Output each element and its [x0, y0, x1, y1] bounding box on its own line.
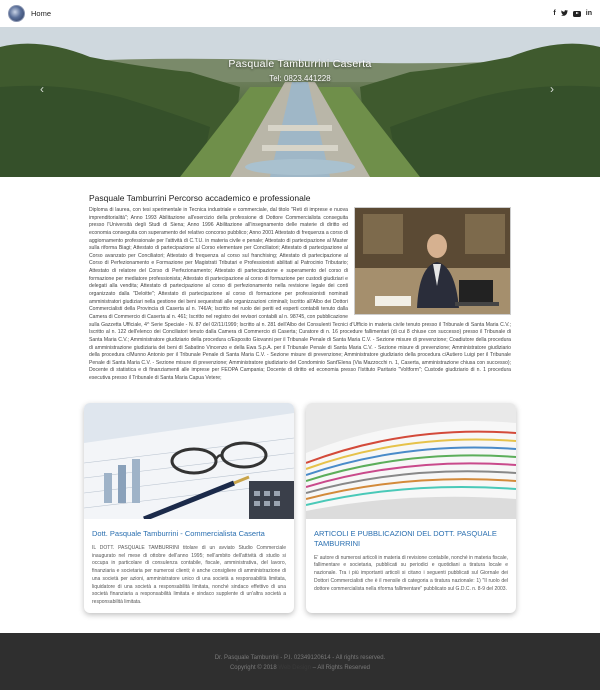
profile-section [89, 207, 511, 383]
nav-home-link[interactable]: Home [31, 9, 52, 18]
hero-phone: Tel: 0823.441228 [269, 74, 331, 83]
profile-text: Diploma di laurea, con tesi sperimentale in Tecnica industriale e commerciale, dal titolo "Reti di imprese e nuova imprenditorialità"; Anno 1993 Abilitazione all'esercizio della professione di Dottore Commercialista conseguita presso l'Università degli Studi di Siena; Anno 1996 Abilitazione all'insegnamento delle materie di diritto ed economia conseguita con superamento del relativo concorso pubblico; Anno 2001 Attestato di frequenza a corso di aggiornamento professionale per l'attività di C.T.U. in materia civile e penale; Attestato di partecipazione al Master sulla riforma Biagi; Attestato di partecipazione al Corso elementare per Conciliatori; Attestato di partecipazione al Corso avanzato per Conciliatori; Attestato di frequenza al corso sul franchising; Attestato di partecipazione al Corso di Perfezionamento e Formazione per Magistrati Tributari e Professionisti abilitati al Patrocinio Tributario; Attestato di relatore del Corso di Perfezionamento; Attestato di partecipazione e superamento del corso di formazione per mediatore professionista; Attestato di partecipazione al corso di formazione per custodi giudiziari e delegati alla vendita; Attestato di partecipazione al corso di perfezionamento nella revisione legale dei conti organizzato dalla "Deloitte"; Attestato di partecipazione al corso di formazione per professionisti nominati amministratori giudiziari nella gestione dei beni sequestrati alle organizzazioni criminali; Iscritto all'Albo dei Dottori Commercialisti della Provincia di Caserta al n. 746/A; Iscritto nel ruolo dei periti ed esperti contabili tenuto dalla Camera di Commercio di Caserta al n. 461; Iscritto nel registro dei revisori contabili al n. 98745, con pubblicazione sulla Gazzetta Ufficiale, 4^ Serie Speciale - N. 87 del 02/11/1999; Iscritto al n. 281 dell'Albo dei Consulenti Tecnici d'Ufficio in materia civile tenuto presso il Tribunale di Santa Maria C.V.; Iscritto al n. 122 dell'elenco dei Conciliatori tenuto dalla Camera di Commercio di Caserta; Curatore di n. 16 procedure fallimentari (di cui 8 chiuse con successo) presso il Tribunale di Santa Maria C.V.; Amministratore giudiziario della procedura c/Esposito Giovanni per il Tribunale Penale di Santa Maria C.V. - Sezione misure di prevenzione; Coadiutore della procedura di amministrazione giudiziaria dei beni di Sabatino Vincenzo e della Ewa S.p.A. per il Tribunale Penale di Santa Maria C.V. - Sezione misure di prevenzione; Amministratore giudiziario della procedura c/Munno Antonio per il Tribunale Penale di Santa Maria C.V. - Sezione misure di prevenzione; Amministratore giudiziario della procedura c/Autiero Luigi per il Tribunale Penale di Santa Maria C.V. - Sezione misure di prevenzione; Amministratore giudiziario del Condominio Sant'Elena (Via Mazzocchi n. 1, Caserta, amministrazione chiusa con successo); Docente di statistica e di finanziamenti alle imprese per FEOPA Campania; Docente di diritto ed economia presso l'Istituto Paritario "Voltform"; Custode giudiziario di n. 1 procedura esecutiva presso il Tribunale di Santa Maria Capua Vetere; [89, 207, 511, 382]
card-title[interactable]: Dott. Pasquale Tamburrini - Commercialista Caserta [92, 529, 265, 538]
youtube-icon[interactable] [573, 11, 581, 17]
top-navbar [0, 0, 600, 27]
site-logo[interactable] [8, 5, 25, 22]
card-articoli[interactable] [306, 403, 516, 613]
slider-prev-icon[interactable]: ‹ [40, 82, 44, 96]
social-links [553, 10, 592, 18]
footer-web-design-link[interactable]: Web Design [278, 665, 311, 672]
linkedin-icon[interactable]: in [585, 10, 592, 17]
footer [0, 633, 600, 690]
card-text: E' autore di numerosi articoli in materia di revisione contabile, nonché in materia fiscale, fallimentare e societaria, pubblicati su periodici e quotidiani a tiratura locale e nazionale. Tra i più importanti articoli si citano i seguenti pubblicati sul Giornale dei Dottori Commercialisti che è il mensile di categoria a tiratura nazionale: 1) "Il ruolo del dottore commercialista nella riforma fallimentare" pubblicato sul G.D.C. n. 8-9 del 2003. [314, 554, 508, 592]
card-text: IL DOTT. PASQUALE TAMBURRINI titolare di un avviato Studio Commerciale inaugurato nel mese di ottobre dell'anno 1995; nell'ambito dell'attività di studio si occupa in particolare di consulenza contabile, fiscale, amministrativa, del lavoro, finanziaria e societaria per numerosi clienti; è anche consigliere di amministrazione di una società per azioni, amministratore unico di una società a responsabilità limitata, liquidatore di una società a responsabilità limitata, nonché sindaco effettivo di una società finanziaria a responsabilità limitata e sindaco supplente di un'altra società a responsabilità limitata. [92, 544, 286, 605]
facebook-icon[interactable]: f [553, 10, 556, 17]
footer-copyright-prefix: Copyright © 2018 [229, 665, 277, 672]
profile-photo [354, 207, 511, 315]
hero-title: Pasquale Tamburrini Caserta [228, 58, 372, 70]
slider-next-icon[interactable]: › [550, 82, 554, 96]
footer-rights: Dr. Pasquale Tamburrini - P.I. 02349120614 - All rights reserved. [214, 655, 386, 661]
card-image-magazines [306, 403, 516, 519]
card-title[interactable]: ARTICOLI E PUBBLICAZIONI DEL DOTT. PASQUALE TAMBURRINI [314, 529, 497, 548]
footer-copyright [0, 663, 600, 673]
card-image-finance [84, 403, 294, 519]
footer-copyright-suffix: – All Rights Reserved [312, 665, 371, 672]
card-commercialista[interactable] [84, 403, 294, 613]
hero-slider [0, 27, 600, 177]
profile-heading: Pasquale Tamburrini Percorso accademico e professionale [89, 193, 311, 203]
hero-background-image [0, 27, 600, 177]
twitter-icon[interactable] [561, 10, 568, 18]
